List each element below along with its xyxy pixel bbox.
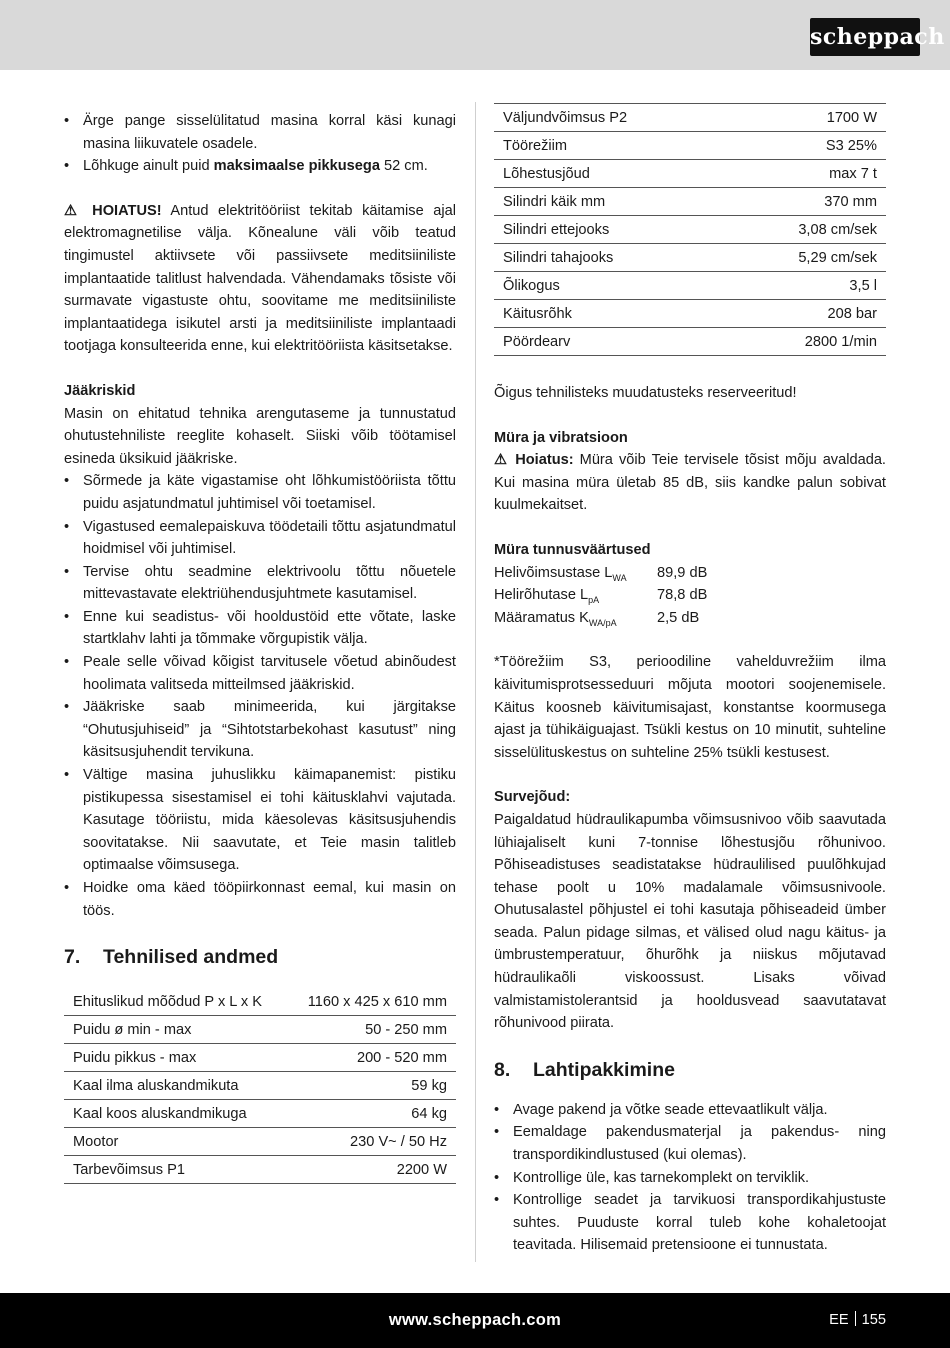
noise-label-text: Helirõhutase L (494, 587, 589, 604)
noise-label (494, 584, 657, 607)
section-number: 7. (64, 946, 81, 969)
table-row (494, 188, 886, 216)
table-row (64, 1016, 456, 1044)
list-item: • Sõrmede ja käte vigastamise oht lõhkumistööriista tõttu puidu asjatundmatul juhtimisel või toetamisel. (64, 470, 456, 515)
left-column (64, 110, 456, 1184)
table-row (494, 300, 886, 328)
bullet-text: Lõhkuge ainult puid (83, 158, 214, 175)
spec-value: 200 - 520 mm (282, 1044, 456, 1072)
list-item: • Peale selle võivad kõigist tarvitusele võetud abinõudest hoolimata valitseda mitteilmsed jääkriskid. (64, 651, 456, 696)
table-row (64, 1100, 456, 1128)
forces-text: Paigaldatud hüdraulikapumba võimsusnivoo võib saavutada lühiajaliselt kuni 7-tonnise lõhestusjõu rõhunivoo. Põhiseadistuses seadistatakse hüdraulilised puulõhkujad tehase poolt u 10% madalamale võimsusnivoole. Ohutusalastel põhjustel ei tohi kasutaja põhiseadeid ümber seada. Palun pidage silmas, et välised olud nagu käitus- ja ümbrustemperatuur, õhurõhk ja niiskus mõjutavad hüdraulikaõli viskoossust. Lisaks võivad valmistamistolerantsid ja hooldusvead saavutatavat rõhunivood piirata. (494, 811, 886, 1032)
spec-label: Ehituslikud mõõdud P x L x K (64, 988, 282, 1016)
spacer (64, 358, 456, 380)
spec-label: Silindri ettejooks (494, 216, 727, 244)
spec-value: 1160 x 425 x 610 mm (282, 988, 456, 1016)
table-row (494, 104, 886, 132)
section-title: Tehnilised andmed (103, 946, 279, 969)
table-row (494, 160, 886, 188)
noise-label-text: Helivõimsustase L (494, 564, 613, 581)
section-8-heading (494, 1057, 886, 1083)
warning-triangle-icon: ⚠ (494, 452, 510, 469)
spec-value: 2800 1/min (727, 328, 886, 356)
list-item: • Vigastused eemalepaiskuva töödetaili tõttu asjatundmatul hoidmisel või juhtimisel. (64, 516, 456, 561)
spec-label: Lõhestusjõud (494, 160, 727, 188)
page-header (0, 0, 950, 70)
table-row (64, 1044, 456, 1072)
page-footer (0, 1293, 950, 1348)
spec-label: Töörežiim (494, 132, 727, 160)
noise-value-row (494, 607, 886, 630)
reserve-note: Õigus tehnilisteks muudatusteks reserveeritud! (494, 385, 797, 401)
list-item: • Hoidke oma käed tööpiirkonnast eemal, kui masin on töös. (64, 877, 456, 922)
spacer (494, 1083, 886, 1099)
table-row (494, 272, 886, 300)
spec-label: Väljundvõimsus P2 (494, 104, 727, 132)
spec-label: Pöördearv (494, 328, 727, 356)
forces-heading: Survejõud: (494, 789, 571, 806)
spec-value: 230 V~ / 50 Hz (282, 1128, 456, 1156)
noise-value: 89,9 dB (657, 564, 708, 581)
noise-value-row (494, 584, 886, 607)
table-row (494, 328, 886, 356)
spec-value: 1700 W (727, 104, 886, 132)
scheppach-logo: scheppach (810, 18, 920, 56)
language-code: EE (829, 1312, 849, 1328)
spec-value: 2200 W (282, 1156, 456, 1184)
table-row (494, 216, 886, 244)
spec-label: Kaal koos aluskandmikuga (64, 1100, 282, 1128)
spec-label: Silindri tahajooks (494, 244, 727, 272)
list-item: • Vältige masina juhuslikku käimapanemist: pistiku pistikupessa sisestamisel ei tohi käitusklahvi vajutada. Kasutage tööriistu, mida käesolevas käsitsusjuhendis soovitatakse. Nii saavutate, et Teie masin talitleb optimaalse võimsusega. (64, 764, 456, 877)
spec-value: max 7 t (727, 160, 886, 188)
table-row (494, 132, 886, 160)
noise-label-text: Määramatus K (494, 609, 589, 626)
right-column (494, 103, 886, 1257)
spacer (494, 517, 886, 539)
warning-text: Antud elektritööriist tekitab käitamise ajal elektromagnetilise välja. Kõnealune väli võib teatud tingimustel aktiivsete või passiivsete meditsiiniliste implantaatide talitlust halvendada. Vähendamaks tõsiste või surmavate vigastuste ohtu, soovitame me meditsiiniliste implantaatidega isikutel arsti ja meditsiiniliste implantaadi tootjaga konsulteerida enne, kui elektritööriista käsitsetakse. (64, 202, 456, 355)
table-row (64, 1072, 456, 1100)
noise-label-subscript: WA (612, 572, 627, 583)
list-item (64, 155, 456, 178)
spec-label: Puidu pikkus - max (64, 1044, 282, 1072)
noise-values-heading: Müra tunnusväärtused (494, 541, 651, 558)
spacer (64, 922, 456, 944)
spec-value: 3,5 l (727, 272, 886, 300)
noise-label (494, 562, 657, 585)
residual-risks-heading: Jääkriskid (64, 382, 136, 399)
list-item: • Ärge pange sisselülitatud masina korral käsi kunagi masina liikuvatele osadele. (64, 110, 456, 155)
list-item: • Tervise ohtu seadmine elektrivoolu tõttu nõuetele mittevastavate elektriühendusjuhtmete kasutamisel. (64, 561, 456, 606)
spec-value: 50 - 250 mm (282, 1016, 456, 1044)
spec-label: Õlikogus (494, 272, 727, 300)
spec-label: Käitusrõhk (494, 300, 727, 328)
warning-label: Hoiatus: (515, 452, 574, 469)
section-number: 8. (494, 1058, 511, 1081)
table-row (64, 988, 456, 1016)
website-link[interactable]: www.scheppach.com (388, 1311, 562, 1329)
spacer (494, 356, 886, 382)
table-row (64, 1128, 456, 1156)
noise-value-row (494, 562, 886, 585)
residual-risks-intro: Masin on ehitatud tehnika arengutaseme ja tunnustatud ohutustehniliste reeglite kohaselt. Siiski võib töötamisel esineda üksikuid jääkriske. (64, 405, 456, 467)
spec-label: Kaal ilma aluskandmikuta (64, 1072, 282, 1100)
spec-label: Puidu ø min - max (64, 1016, 282, 1044)
safety-bullets (64, 110, 456, 178)
list-item: • Enne kui seadistus- või hooldustöid ette võtate, laske startklahv lahti ja tõmmake võrgupistik välja. (64, 606, 456, 651)
list-item: • Jääkriske saab minimeerida, kui järgitakse “Ohutusjuhiseid” ja “Sihtotstarbekohast kasutust” ning käsitsusjuhendit tervikuna. (64, 696, 456, 764)
spacer (64, 178, 456, 200)
bullet-text: 52 cm. (379, 158, 428, 175)
spacer (494, 764, 886, 786)
spec-value: 370 mm (727, 188, 886, 216)
table-row (494, 244, 886, 272)
spec-value: 3,08 cm/sek (727, 216, 886, 244)
spec-label: Silindri käik mm (494, 188, 727, 216)
list-item: • Kontrollige seadet ja tarvikuosi transpordikahjustuste suhtes. Puuduste korral tuleb kohe kohaletoojat teavitada. Hilisemaid pretensioone ei tunnustata. (494, 1189, 886, 1257)
residual-risks-list (64, 470, 456, 922)
noise-value: 2,5 dB (657, 609, 700, 626)
list-item: • Kontrollige üle, kas tarnekomplekt on terviklik. (494, 1167, 886, 1190)
section-7-heading (64, 944, 456, 970)
duty-cycle-note: *Töörežiim S3, perioodiline vahelduvrežiim ilma käivitumisprotsesseduuri mõjuta mootori soojenemisele. Käitus koosneb käivitumisajast, konstantse koormusega ajast ja tühikäiguajast. Tsükli kestus on 10 minutit, suhteline sisselülituskestus on suhteline 25% tsükli kestusest. (494, 654, 886, 761)
bullet-bold-text: maksimaalse pikkusega (213, 158, 380, 175)
unpacking-list (494, 1099, 886, 1257)
column-divider (475, 102, 476, 1262)
spec-label: Tarbevõimsus P1 (64, 1156, 282, 1184)
page-number-value: 155 (861, 1312, 886, 1328)
noise-heading: Müra ja vibratsioon (494, 429, 628, 446)
spacer (494, 405, 886, 427)
warning-label: HOIATUS! (92, 202, 162, 219)
spec-label: Mootor (64, 1128, 282, 1156)
spec-value: 208 bar (727, 300, 886, 328)
spec-value: 64 kg (282, 1100, 456, 1128)
spacer (64, 970, 456, 988)
spacer (494, 629, 886, 651)
technical-data-table (64, 988, 456, 1184)
noise-value: 78,8 dB (657, 587, 708, 604)
warning-text: Müra võib Teie tervisele tõsist mõju avaldada. Kui masina müra ületab 85 dB, siis kandke palun sobivat kuulmekaitset. (494, 452, 886, 514)
spacer (494, 1035, 886, 1057)
separator (855, 1311, 856, 1326)
spec-value: 5,29 cm/sek (727, 244, 886, 272)
list-item: • Eemaldage pakendusmaterjal ja pakendus- ning transpordikindlustused (kui olemas). (494, 1121, 886, 1166)
noise-label-subscript: pA (588, 595, 600, 606)
warning-triangle-icon: ⚠ (64, 202, 83, 219)
list-item: • Avage pakend ja võtke seade ettevaatlikult välja. (494, 1099, 886, 1122)
noise-label-subscript: WA/pA (588, 617, 617, 628)
technical-data-table-continued (494, 103, 886, 356)
noise-warning (494, 449, 886, 517)
noise-label (494, 607, 657, 630)
spec-value: S3 25% (727, 132, 886, 160)
spec-value: 59 kg (282, 1072, 456, 1100)
table-row (64, 1156, 456, 1184)
page-number (829, 1309, 886, 1331)
emf-warning (64, 200, 456, 358)
section-title: Lahtipakkimine (533, 1058, 675, 1081)
